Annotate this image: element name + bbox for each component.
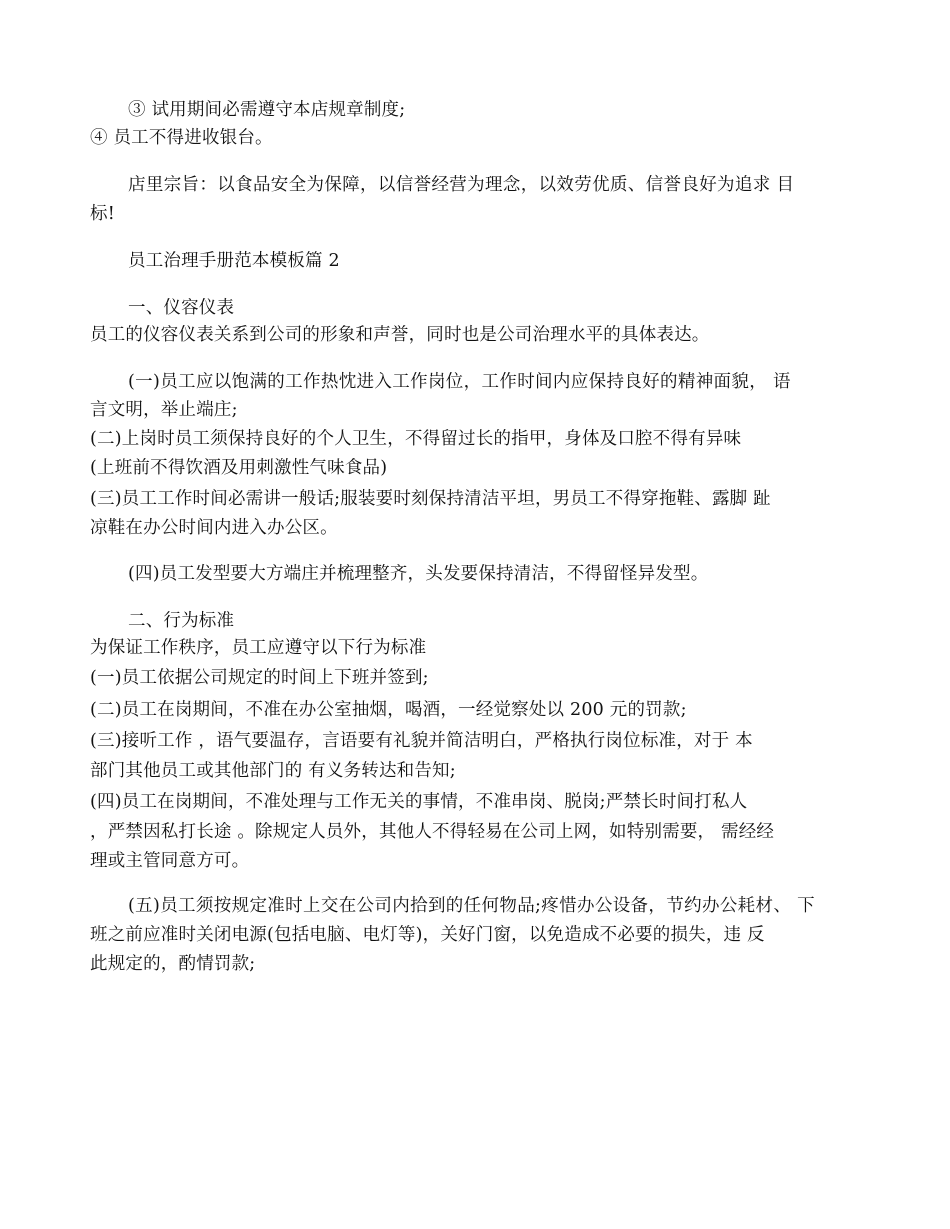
- heading-conduct: 二、行为标准: [128, 611, 235, 631]
- text-line-rule-4: ④ 员工不得进收银台。: [90, 128, 273, 148]
- text-line-appearance-3-cont: 凉鞋在办公时间内进入办公区。: [90, 518, 338, 538]
- text-line-conduct-4: (四)员工在岗期间，不准处理与工作无关的事情，不准串岗、脱岗;严禁长时间打私人: [90, 792, 748, 812]
- text-line-conduct-5: (五)员工须按规定准时上交在公司内拾到的任何物品;疼惜办公设备，节约办公耗材、 下: [128, 896, 815, 916]
- heading-appearance: 一、仪容仪表: [128, 298, 235, 318]
- text-line-appearance-intro: 员工的仪容仪表关系到公司的形象和声誉，同时也是公司治理水平的具体表达。: [90, 325, 710, 345]
- text-line-store-tenet: 店里宗旨：以食品安全为保障，以信誉经营为理念，以效劳优质、信誉良好为追求 目: [128, 175, 795, 195]
- section-title: 员工治理手册范本模板篇 2: [128, 251, 340, 271]
- text-line-appearance-2-cont: (上班前不得饮酒及用刺激性气味食品): [90, 458, 388, 478]
- text-line-conduct-3: (三)接听工作 ，语气要温存，言语要有礼貌并简洁明白，严格执行岗位标准，对于 本: [90, 731, 753, 751]
- text-line-appearance-3: (三)员工工作时间必需讲一般话;服装要时刻保持清洁平坦，男员工不得穿拖鞋、露脚 趾: [90, 489, 771, 509]
- text-line-conduct-5-end: 此规定的，酌情罚款;: [90, 954, 256, 974]
- text-line-rule-3: ③ 试用期间必需遵守本店规章制度;: [128, 100, 406, 120]
- text-line-conduct-4-cont: ，严禁因私打长途 。除规定人员外，其他人不得轻易在公司上网，如特别需要， 需经经: [90, 822, 775, 842]
- text-line-conduct-4-end: 理或主管同意方可。: [90, 851, 250, 871]
- text-line-store-tenet-cont: 标!: [90, 204, 115, 224]
- text-line-conduct-3-cont: 部门其他员工或其他部门的 有义务转达和告知;: [90, 761, 456, 781]
- text-line-appearance-4: (四)员工发型要大方端庄并梳理整齐，头发要保持清洁，不得留怪异发型。: [128, 564, 709, 584]
- text-line-conduct-5-cont: 班之前应准时关闭电源(包括电脑、电灯等)，关好门窗，以免造成不必要的损失，违 反: [90, 925, 765, 945]
- text-line-appearance-1-cont: 言文明，举止端庄;: [90, 400, 238, 420]
- text-line-appearance-1: (一)员工应以饱满的工作热忱进入工作岗位，工作时间内应保持良好的精神面貌， 语: [128, 372, 791, 392]
- text-line-conduct-intro: 为保证工作秩序，员工应遵守以下行为标准: [90, 638, 427, 658]
- text-line-conduct-2: (二)员工在岗期间，不准在办公室抽烟，喝酒，一经觉察处以 200 元的罚款;: [90, 700, 687, 720]
- text-line-appearance-2: (二)上岗时员工须保持良好的个人卫生，不得留过长的指甲，身体及口腔不得有异味: [90, 429, 742, 449]
- text-line-conduct-1: (一)员工依据公司规定的时间上下班并签到;: [90, 668, 429, 688]
